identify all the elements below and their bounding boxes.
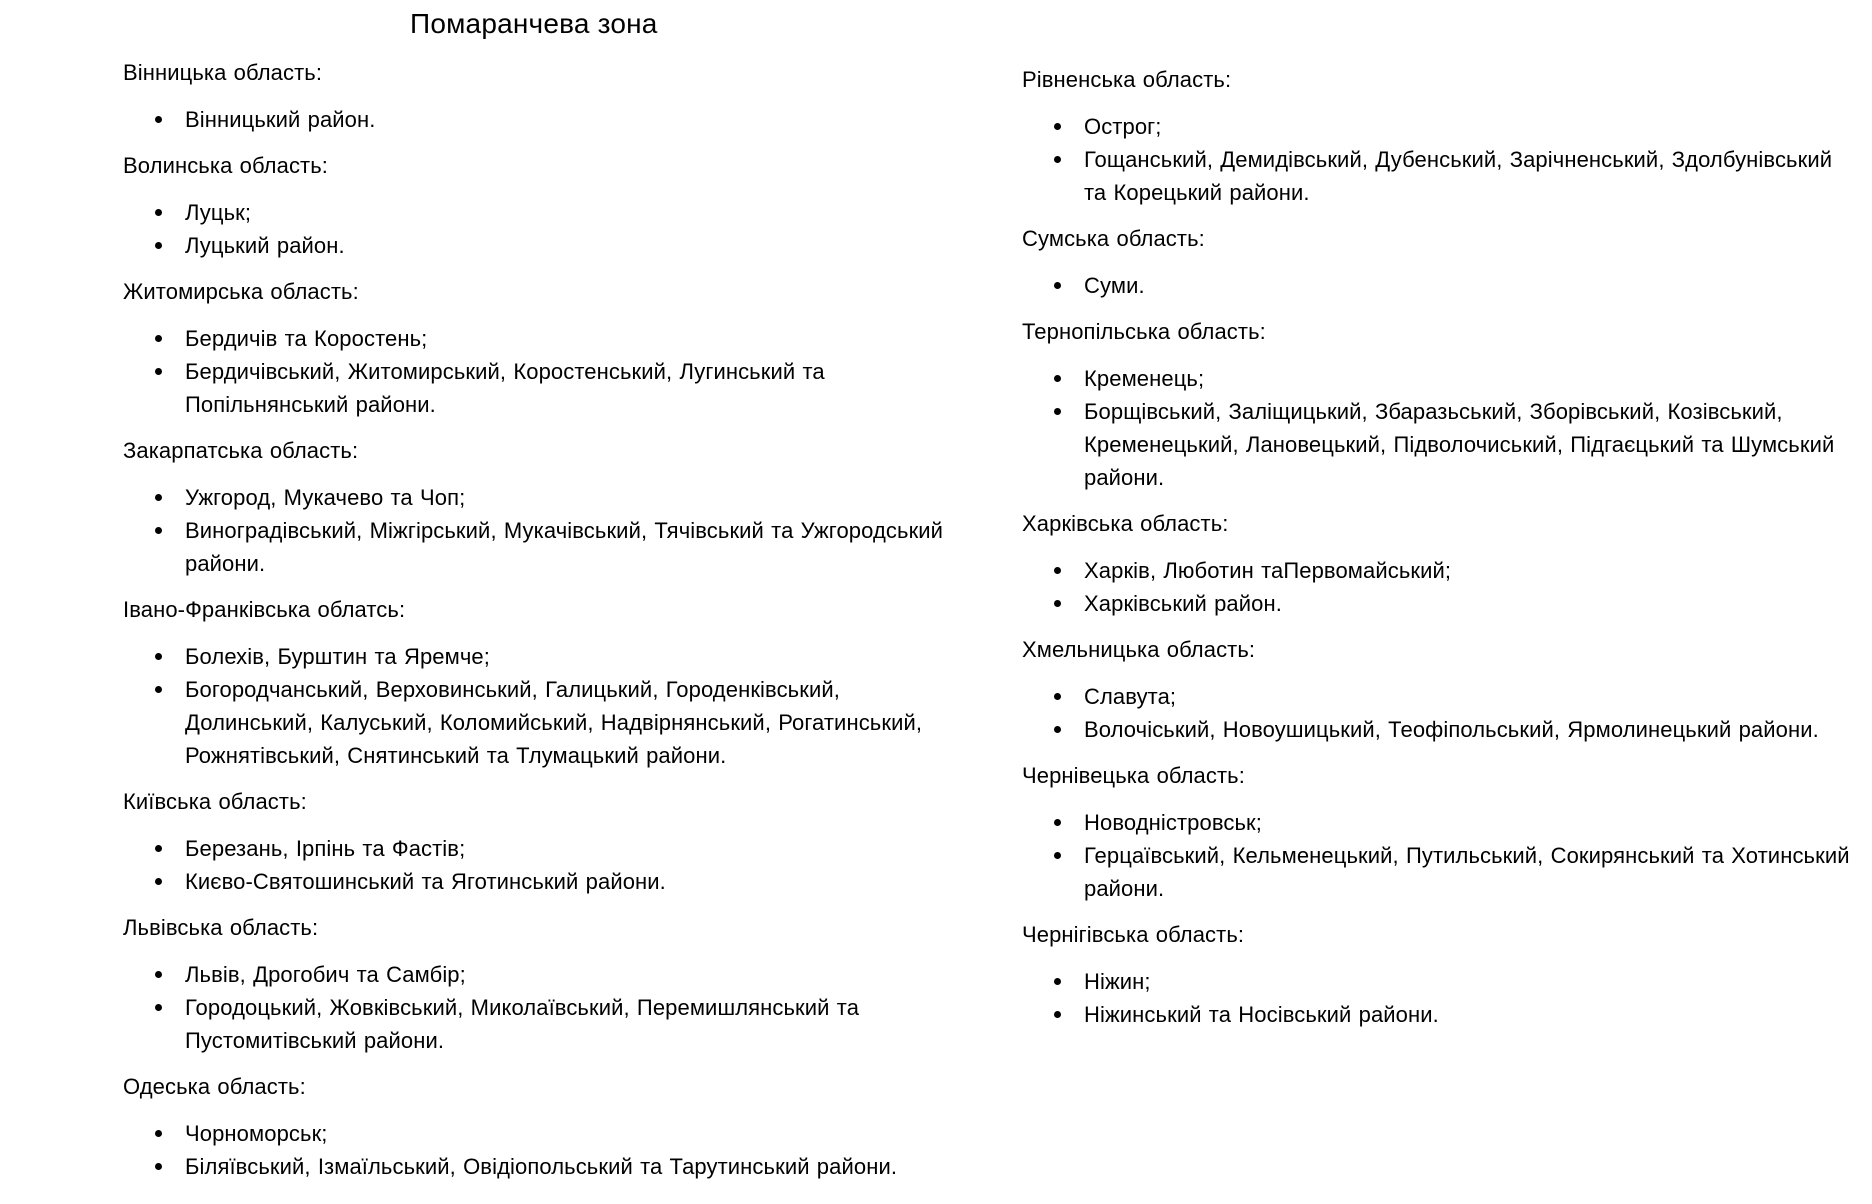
region-section xyxy=(1022,918,1859,1031)
region-section xyxy=(123,275,975,421)
district-item: Болехів, Бурштин та Яремче; xyxy=(123,640,975,673)
district-list xyxy=(123,958,975,1057)
district-item: Острог; xyxy=(1022,110,1859,143)
district-list xyxy=(123,481,975,580)
district-item: Бердичівський, Житомирський, Коростенський, Лугинський та Попільнянський райони. xyxy=(123,355,975,421)
region-section xyxy=(1022,63,1859,209)
district-item: Бердичів та Коростень; xyxy=(123,322,975,355)
region-header: Чернігівська область: xyxy=(1022,922,1245,947)
region-section xyxy=(1022,633,1859,746)
district-item: Березань, Ірпінь та Фастів; xyxy=(123,832,975,865)
district-item: Городоцький, Жовківський, Миколаївський, Перемишлянський та Пустомитівський райони. xyxy=(123,991,975,1057)
region-section xyxy=(123,434,975,580)
right-column xyxy=(1022,63,1859,1044)
district-item: Луцький район. xyxy=(123,229,975,262)
page-title: Помаранчева зона xyxy=(410,8,658,39)
district-list xyxy=(1022,806,1859,905)
district-item: Вінницький район. xyxy=(123,103,975,136)
region-header: Закарпатська область: xyxy=(123,438,359,463)
district-item: Герцаївський, Кельменецький, Путильський, Сокирянський та Хотинський райони. xyxy=(1022,839,1859,905)
region-section xyxy=(123,593,975,772)
district-item: Ужгород, Мукачево та Чоп; xyxy=(123,481,975,514)
district-item: Луцьк; xyxy=(123,196,975,229)
region-header: Вінницька область: xyxy=(123,60,323,85)
region-header: Сумська область: xyxy=(1022,226,1205,251)
district-item: Суми. xyxy=(1022,269,1859,302)
district-item: Кременець; xyxy=(1022,362,1859,395)
region-section xyxy=(1022,759,1859,905)
district-list xyxy=(1022,554,1859,620)
district-item: Ніжинський та Носівський райони. xyxy=(1022,998,1859,1031)
region-section xyxy=(1022,507,1859,620)
district-item: Харківський район. xyxy=(1022,587,1859,620)
district-list xyxy=(1022,680,1859,746)
region-header: Івано-Франківська облатсь: xyxy=(123,597,406,622)
region-header: Житомирська область: xyxy=(123,279,359,304)
region-header: Тернопільська область: xyxy=(1022,319,1266,344)
district-item: Біляївський, Ізмаїльський, Овідіопольський та Тарутинський райони. xyxy=(123,1150,975,1183)
district-item: Волочіський, Новоушицький, Теофіпольський, Ярмолинецький райони. xyxy=(1022,713,1859,746)
district-item: Славута; xyxy=(1022,680,1859,713)
district-item: Львів, Дрогобич та Самбір; xyxy=(123,958,975,991)
district-list xyxy=(123,1117,975,1183)
district-list xyxy=(123,103,975,136)
district-list xyxy=(123,640,975,772)
district-item: Новодністровськ; xyxy=(1022,806,1859,839)
district-item: Києво-Святошинський та Яготинський райони. xyxy=(123,865,975,898)
region-header: Львівська область: xyxy=(123,915,319,940)
district-item: Виноградівський, Міжгірський, Мукачівський, Тячівський та Ужгородський райони. xyxy=(123,514,975,580)
region-header: Волинська область: xyxy=(123,153,328,178)
district-list xyxy=(123,196,975,262)
left-column xyxy=(123,56,975,1196)
district-item: Харків, Люботин таПервомайський; xyxy=(1022,554,1859,587)
district-item: Ніжин; xyxy=(1022,965,1859,998)
district-list xyxy=(1022,362,1859,494)
district-list xyxy=(1022,965,1859,1031)
district-item: Чорноморськ; xyxy=(123,1117,975,1150)
region-section xyxy=(123,1070,975,1183)
region-section xyxy=(123,911,975,1057)
district-item: Борщівський, Заліщицький, Збаразьський, Зборівський, Козівський, Кременецький, Лановецький, Підволочиський, Підгаєцький та Шумський райони. xyxy=(1022,395,1859,494)
region-header: Рівненська область: xyxy=(1022,67,1232,92)
region-section xyxy=(123,785,975,898)
region-header: Харківська область: xyxy=(1022,511,1229,536)
district-list xyxy=(1022,110,1859,209)
district-item: Богородчанський, Верховинський, Галицький, Городенківський, Долинський, Калуський, Коломийський, Надвірнянський, Рогатинський, Рожнятівський, Снятинський та Тлумацький райони. xyxy=(123,673,975,772)
region-section xyxy=(1022,222,1859,302)
region-header: Київська область: xyxy=(123,789,307,814)
region-section xyxy=(123,149,975,262)
region-header: Одеська область: xyxy=(123,1074,306,1099)
district-list xyxy=(123,832,975,898)
region-header: Чернівецька область: xyxy=(1022,763,1245,788)
district-list xyxy=(123,322,975,421)
district-item: Гощанський, Демидівський, Дубенський, Зарічненський, Здолбунівський та Корецький райони. xyxy=(1022,143,1859,209)
region-section xyxy=(1022,315,1859,494)
district-list xyxy=(1022,269,1859,302)
region-section xyxy=(123,56,975,136)
region-header: Хмельницька область: xyxy=(1022,637,1256,662)
